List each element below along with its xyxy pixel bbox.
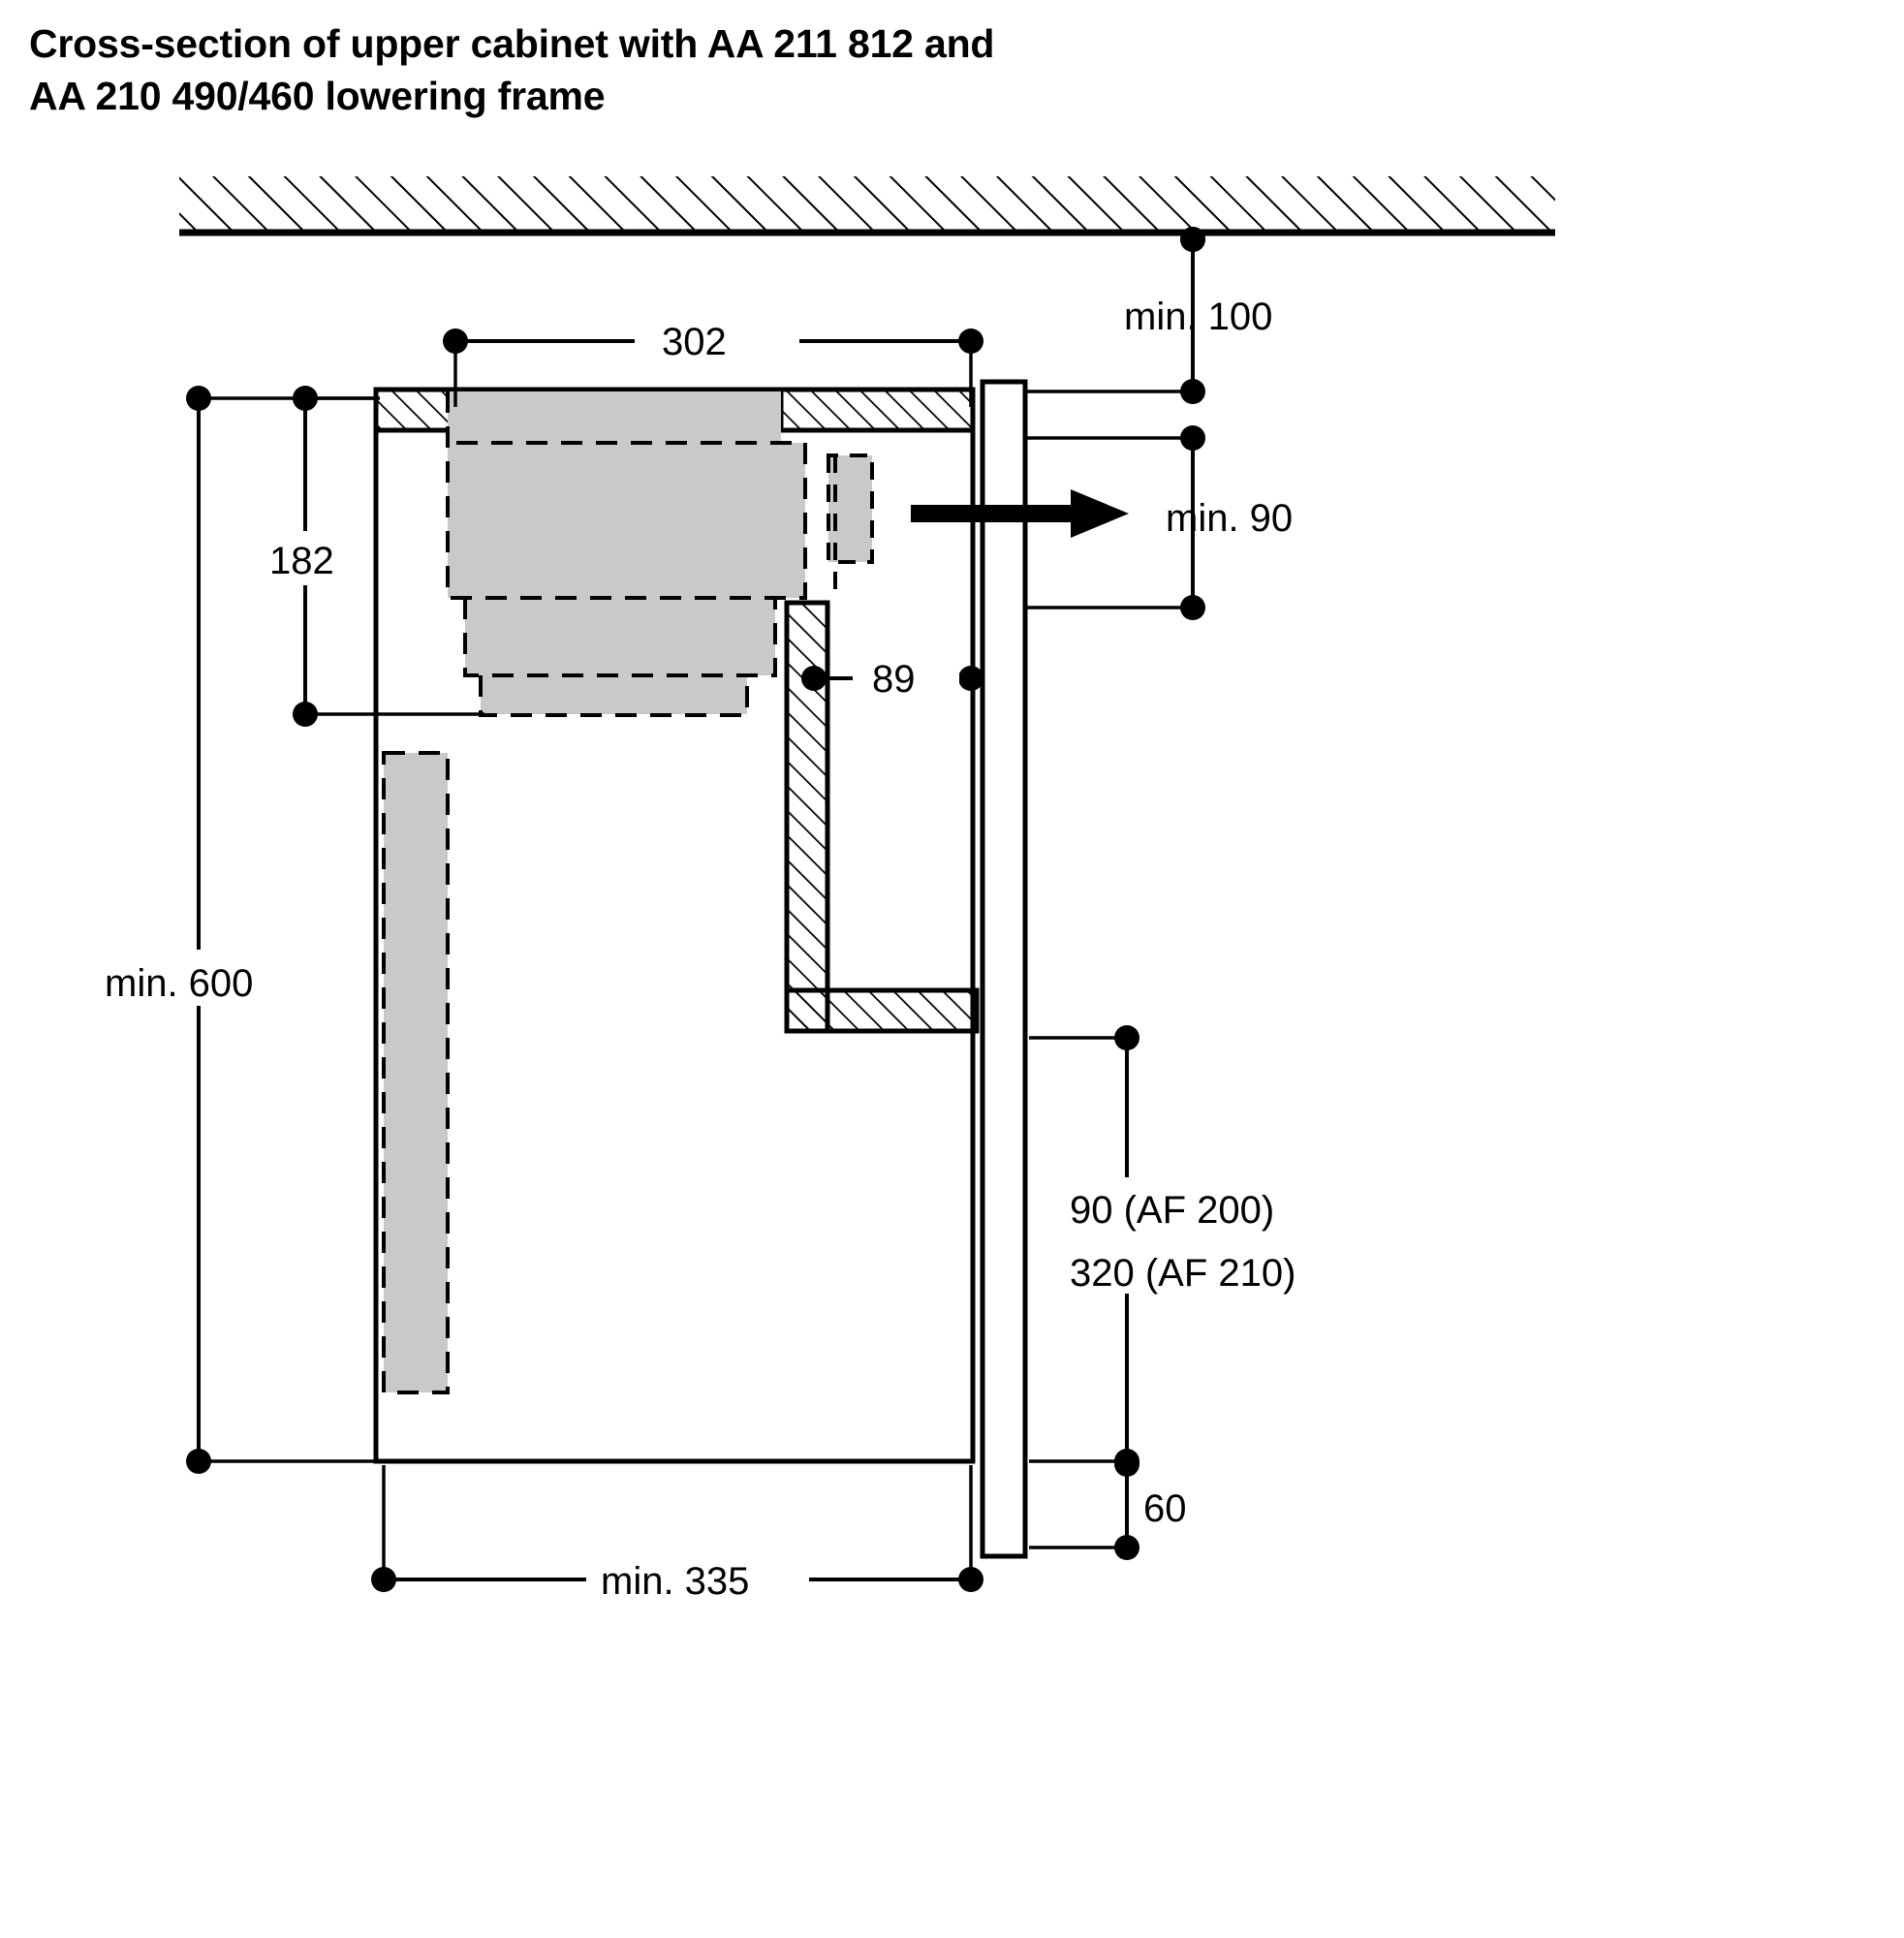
dimension-label-320-af210: 320 (AF 210) (1070, 1252, 1296, 1295)
dimension-label-min-100: min. 100 (1124, 296, 1273, 338)
dimension-label-60: 60 (1143, 1487, 1187, 1530)
dimension-label-min-335: min. 335 (601, 1560, 750, 1603)
dimension-label-min-600: min. 600 (105, 962, 254, 1005)
dimension-min-100 (1025, 227, 1272, 404)
page-title-line-1: Cross-section of upper cabinet with AA 211 812 and (29, 21, 995, 66)
ceiling-slab (179, 176, 1555, 233)
reference-dots (1180, 227, 1205, 252)
page-title-line-2: AA 210 490/460 lowering frame (29, 74, 606, 119)
dimension-label-302: 302 (662, 321, 727, 363)
dimension-af-range (1029, 1025, 1386, 1474)
dimension-label-89: 89 (872, 658, 916, 701)
dimension-label-min-90: min. 90 (1166, 497, 1294, 540)
appliance-vertical-insert (384, 753, 448, 1392)
dimension-label-182: 182 (269, 540, 334, 582)
lowering-frame-front-panel (983, 382, 1025, 1556)
dimension-min-90 (1025, 425, 1293, 620)
dimension-60 (1029, 1452, 1187, 1560)
dimension-min-335 (371, 1465, 983, 1608)
dimension-label-90-af200: 90 (AF 200) (1070, 1189, 1275, 1232)
